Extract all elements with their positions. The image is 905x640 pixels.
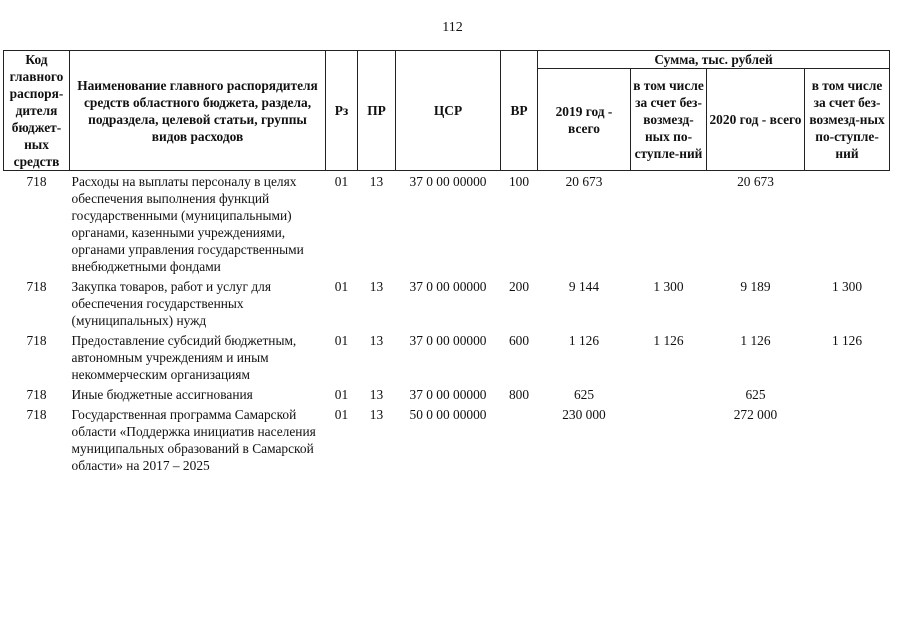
header-2020-total: 2020 год - всего [707, 69, 805, 171]
budget-table [3, 50, 890, 477]
row-pr: 13 [369, 387, 384, 402]
row-2019-total: 20 673 [565, 174, 603, 189]
row-2020-free [805, 171, 890, 279]
row-rz: 01 [334, 174, 349, 189]
row-2020-free [805, 406, 890, 477]
table-header [4, 51, 890, 171]
row-vr: 600 [508, 333, 530, 348]
row-2020-total: 20 673 [737, 174, 774, 189]
row-name: Закупка товаров, работ и услуг для обеспечения государственных (муниципальных) нужд [71, 279, 271, 328]
row-vr: 200 [508, 279, 530, 294]
row-vr: 800 [508, 387, 530, 402]
row-csr: 37 0 00 00000 [409, 387, 487, 402]
row-2020-total: 1 126 [740, 333, 771, 348]
row-pr: 13 [369, 174, 384, 189]
header-2019-total: 2019 год - всего [538, 69, 631, 171]
row-pr: 13 [369, 279, 384, 294]
row-csr: 37 0 00 00000 [409, 174, 487, 189]
row-pr: 13 [369, 407, 384, 422]
row-name: Иные бюджетные ассигнования [71, 387, 253, 402]
row-2020-total: 9 189 [740, 279, 771, 294]
row-code: 718 [26, 407, 47, 422]
row-name: Расходы на выплаты персоналу в целях обеспечения выполнения функций государственными (муниципальными) органами, казенными учреждениями, органами управления государственными внебюджетными фондами [71, 174, 304, 274]
row-2020-total: 625 [745, 387, 766, 402]
table-row [4, 332, 890, 386]
row-pr: 13 [369, 333, 384, 348]
header-name: Наименование главного распорядителя средств областного бюджета, раздела, подраздела, целевой статьи, группы видов расходов [70, 51, 326, 171]
header-pr: ПР [358, 51, 396, 171]
row-2020-free: 1 126 [831, 333, 863, 348]
header-rz: Рз [326, 51, 358, 171]
row-2019-total: 625 [573, 387, 595, 402]
header-code: Код главного распоря-дителя бюджет-ных средств [4, 51, 70, 171]
row-code: 718 [26, 279, 47, 294]
table-row [4, 278, 890, 332]
row-rz: 01 [334, 333, 349, 348]
row-csr: 50 0 00 00000 [409, 407, 487, 422]
header-csr: ЦСР [396, 51, 501, 171]
row-2020-total: 272 000 [733, 407, 778, 422]
page-number: 112 [442, 20, 463, 35]
header-2020-free: в том числе за счет без-возмезд-ных по-ступле-ний [805, 69, 890, 171]
row-2019-total: 1 126 [568, 333, 600, 348]
row-rz: 01 [334, 407, 349, 422]
row-2019-total: 9 144 [568, 279, 600, 294]
row-2019-free [631, 171, 707, 279]
row-name: Государственная программа Самарской области «Поддержка инициатив населения муниципальных образований в Самарской области» на 2017 – 2025 [71, 407, 316, 473]
row-code: 718 [26, 387, 47, 402]
table-row [4, 406, 890, 477]
row-vr [501, 406, 538, 477]
row-vr: 100 [508, 174, 530, 189]
row-2019-total: 230 000 [562, 407, 606, 422]
row-2019-free: 1 300 [653, 279, 684, 294]
row-rz: 01 [334, 279, 349, 294]
row-csr: 37 0 00 00000 [409, 333, 487, 348]
header-vr: ВР [501, 51, 538, 171]
row-2019-free [631, 406, 707, 477]
table-row [4, 386, 890, 406]
row-code: 718 [26, 333, 47, 348]
row-rz: 01 [334, 387, 349, 402]
row-name: Предоставление субсидий бюджетным, автономным учреждениям и иным некоммерческим организациям [71, 333, 297, 382]
row-2020-free: 1 300 [831, 279, 863, 294]
header-2019-free: в том числе за счет без-возмезд-ных по-ступле-ний [631, 69, 707, 171]
row-2019-free [631, 386, 707, 406]
row-2019-free: 1 126 [653, 333, 684, 348]
row-code: 718 [26, 174, 47, 189]
row-2020-free [805, 386, 890, 406]
row-csr: 37 0 00 00000 [409, 279, 487, 294]
table-row [4, 171, 890, 279]
header-sum: Сумма, тыс. рублей [538, 51, 890, 69]
